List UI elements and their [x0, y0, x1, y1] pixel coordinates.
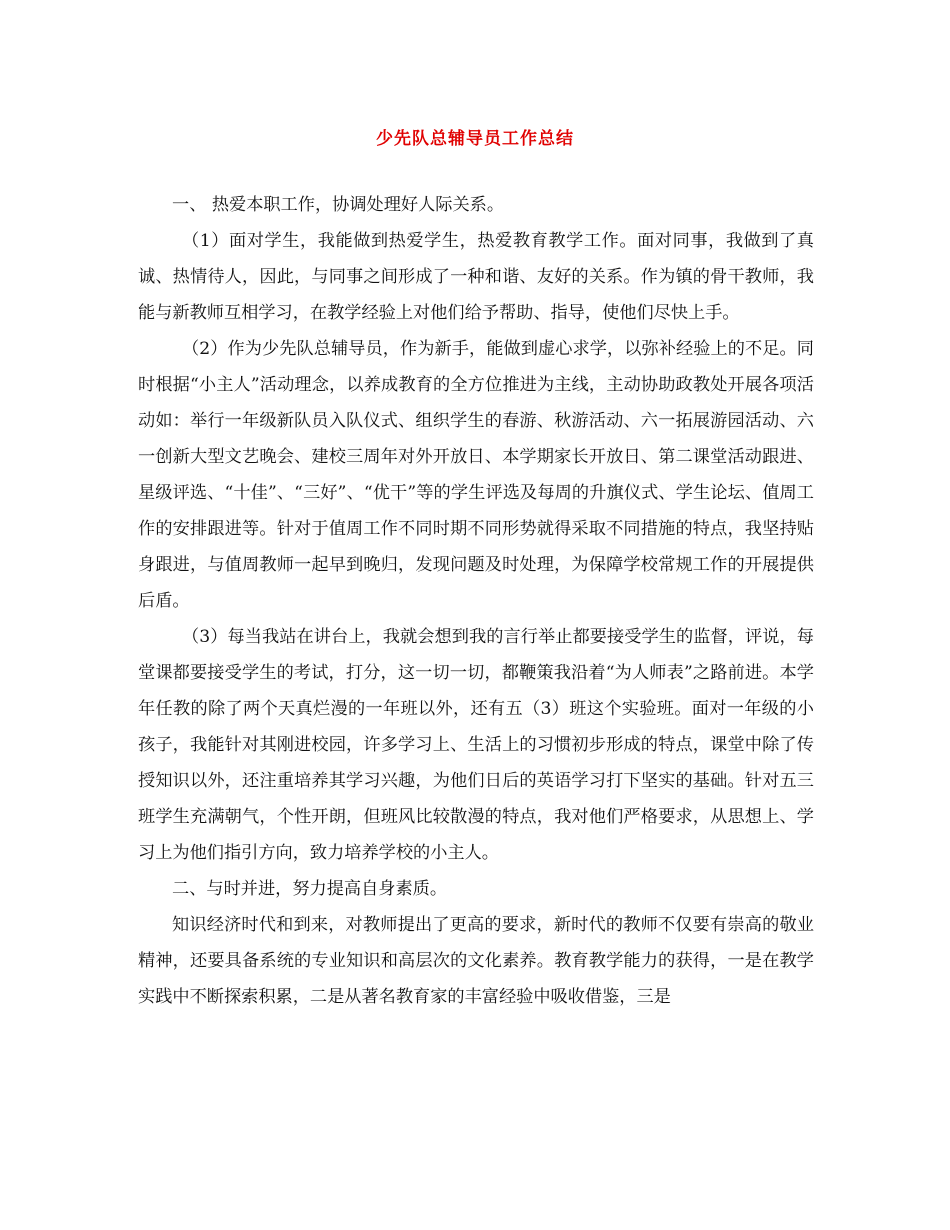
- document-title: 少先队总辅导员工作总结: [376, 129, 574, 149]
- paragraph-4: 知识经济时代和到来，对教师提出了更高的要求，新时代的教师不仅要有崇高的敬业精神，还要具备系统的专业知识和高层次的文化素养。教育教学能力的获得，一是在教学实践中不断探索积累，二是从著名教育家的丰富经验中吸收借鉴，三是: [138, 915, 814, 1007]
- section-heading-2: 二、与时并进，努力提高自身素质。: [172, 879, 448, 899]
- section-heading-1: 一、 热爱本职工作，协调处理好人际关系。: [172, 195, 505, 215]
- paragraph-2: （2）作为少先队总辅导员，作为新手，能做到虚心求学，以弥补经验上的不足。同时根据“小主人”活动理念，以养成教育的全方位推进为主线，主动协助政教处开展各项活动如：举行一年级新队员入队仪式、组织学生的春游、秋游活动、六一拓展游园活动、六一创新大型文艺晚会、建校三周年对外开放日、本学期家长开放日、第二课堂活动跟进、星级评选、“十佳”、“三好”、“优干”等的学生评选及每周的升旗仪式、学生论坛、值周工作的安排跟进等。针对于值周工作不同时期不同形势就得采取不同措施的特点，我坚持贴身跟进，与值周教师一起早到晚归，发现问题及时处理，为保障学校常规工作的开展提供后盾。: [138, 339, 814, 611]
- document-body: [138, 187, 814, 1015]
- paragraph-3: （3）每当我站在讲台上，我就会想到我的言行举止都要接受学生的监督，评说，每堂课都要接受学生的考试，打分，这一切一切，都鞭策我沿着“为人师表”之路前进。本学年任教的除了两个天真烂漫的一年班以外，还有五（3）班这个实验班。面对一年级的小孩子，我能针对其刚进校园，许多学习上、生活上的习惯初步形成的特点，课堂中除了传授知识以外，还注重培养其学习兴趣，为他们日后的英语学习打下坚实的基础。针对五三班学生充满朝气，个性开朗，但班风比较散漫的特点，我对他们严格要求，从思想上、学习上为他们指引方向，致力培养学校的小主人。: [138, 627, 814, 863]
- paragraph-1: （1）面对学生，我能做到热爱学生，热爱教育教学工作。面对同事，我做到了真诚、热情待人，因此，与同事之间形成了一种和谐、友好的关系。作为镇的骨干教师，我能与新教师互相学习，在教学经验上对他们给予帮助、指导，使他们尽快上手。: [138, 231, 814, 323]
